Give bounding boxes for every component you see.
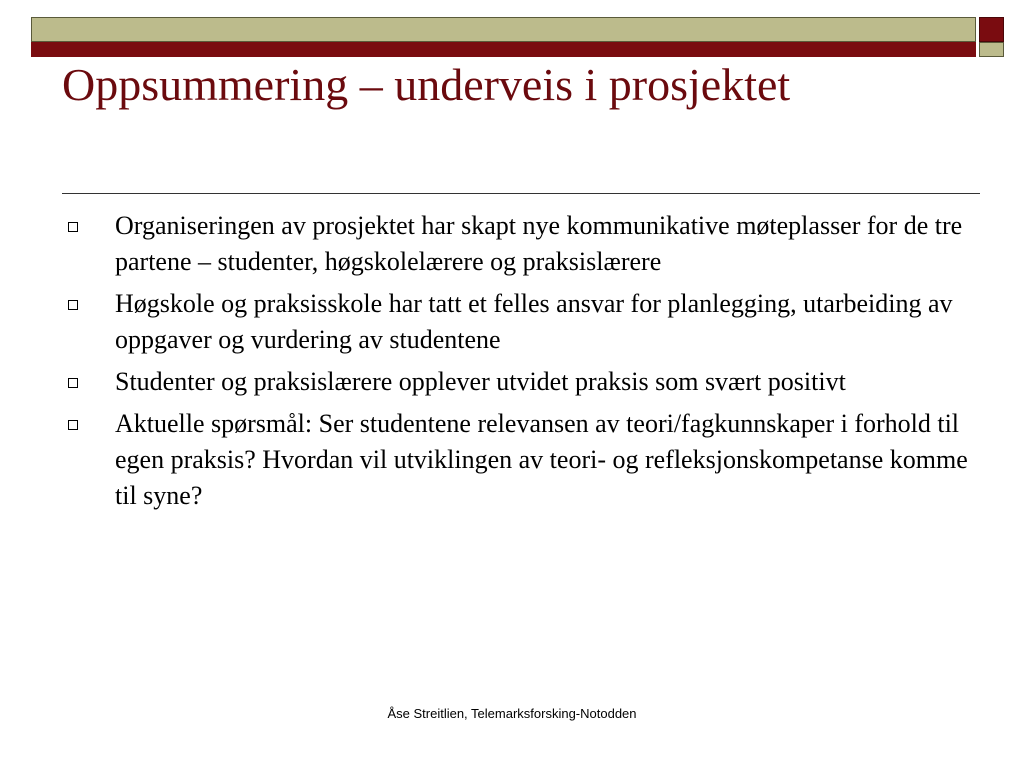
header-band-maroon [31,42,976,57]
hollow-square-bullet-icon [68,222,78,232]
header-square-maroon [979,17,1004,42]
bullet-text-1: Organiseringen av prosjektet har skapt nye kommunikative møteplasser for de tre partene – studenter, høgskolelærere og praksislærere [115,211,963,276]
hollow-square-bullet-icon [68,378,78,388]
hollow-square-bullet-icon [68,300,78,310]
bullet-item-2 [62,286,972,358]
bullet-item-4 [62,406,972,514]
slide-footer: Åse Streitlien, Telemarksforsking-Notodden [387,706,637,721]
bullet-list [62,208,972,520]
hollow-square-bullet-icon [68,420,78,430]
bullet-text-3: Studenter og praksislærere opplever utvidet praksis som svært positivt [115,367,846,396]
header-band-olive [31,17,976,42]
bullet-text-2: Høgskole og praksisskole har tatt et felles ansvar for planlegging, utarbeiding av oppgaver og vurdering av studentene [115,289,953,354]
bullet-item-3 [62,364,972,400]
bullet-item-1 [62,208,972,280]
slide-title: Oppsummering – underveis i prosjektet [62,59,791,110]
header-square-olive [979,42,1004,57]
title-divider [62,193,980,194]
bullet-text-4: Aktuelle spørsmål: Ser studentene relevansen av teori/fagkunnskaper i forhold til egen praksis? Hvordan vil utviklingen av teori- og refleksjonskompetanse komme til syne? [115,409,968,510]
